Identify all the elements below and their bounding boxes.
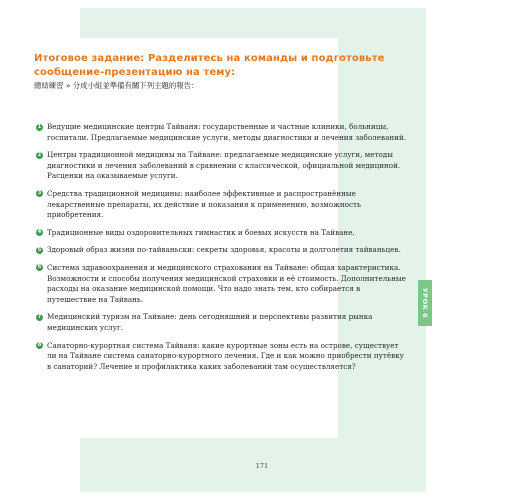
topic-text: Центры традиционной медицины на Тайване: предлагаемые медицинские услуги, методы диагностики и лечения заболеваний в сравнении с классической, официальной медициной. Расценки на оказываемые услуги. (47, 150, 401, 181)
topic-item (36, 245, 410, 256)
number-badge: 6 (37, 264, 42, 271)
number-badge: 2 (37, 151, 42, 158)
topic-text: Медицинский туризм на Тайване: день сегодняшний и перспективы развития рынка медицинских услуг. (47, 312, 373, 332)
number-badge: 4 (37, 229, 42, 236)
topic-item (36, 150, 410, 182)
topic-item (36, 341, 410, 373)
number-badge: 5 (37, 246, 42, 253)
topic-list (36, 122, 410, 379)
topic-text: Средства традиционной медицины: наиболее эффективные и распространённые лекарственные препараты, их действие и показания к применению, возможность приобретения. (47, 188, 361, 220)
topic-item (36, 122, 410, 143)
number-badge: 3 (37, 190, 42, 197)
topic-item (36, 312, 410, 333)
lesson-tab (418, 280, 432, 326)
topic-text: Система здравоохранения и медицинского страхования на Тайване: общая характеристика. Возможности и способы получения медицинской страховки и её стоимость. Дополнительные расходы на оказание медицинской помощи. Что надо знать тем, кто собирается в путешествие на Тайвань. (47, 262, 406, 304)
task-subtitle: 總結練習 » 分成小組並準備有關下列主題的報告： (34, 81, 199, 90)
topic-text: Традиционные виды оздоровительных гимнастик и боевых искусств на Тайване. (47, 227, 355, 237)
topic-text: Санаторно-курортная система Тайваня: какие курортные зоны есть на острове, существует ли на Тайване система санаторно-курортного лечения. Где и как можно приобрести путёвку в санаторий? Лечение и профилактика каких заболеваний там осуществляется? (47, 340, 404, 371)
task-title: Итоговое задание: Разделитесь на команды и подготовьте сообщение-презентацию на тему: (34, 53, 385, 78)
topic-text: Ведущие медицинские центры Тайваня: государственные и частные клиники, больницы, госпитали. Предлагаемые медицинские услуги, методы диагностики и лечения заболеваний. (47, 122, 407, 142)
page-number: 171 (255, 462, 269, 470)
lesson-tab-label: УРОК 6 (421, 287, 429, 319)
topic-item (36, 189, 410, 221)
number-badge: 7 (37, 313, 42, 320)
number-badge: 8 (37, 342, 42, 348)
topic-item (36, 228, 410, 239)
topic-item (36, 263, 410, 305)
topic-text: Здоровый образ жизни по-тайваньски: секреты здоровья, красоты и долголетия тайваньцев. (47, 245, 401, 255)
number-badge: 1 (37, 123, 42, 130)
